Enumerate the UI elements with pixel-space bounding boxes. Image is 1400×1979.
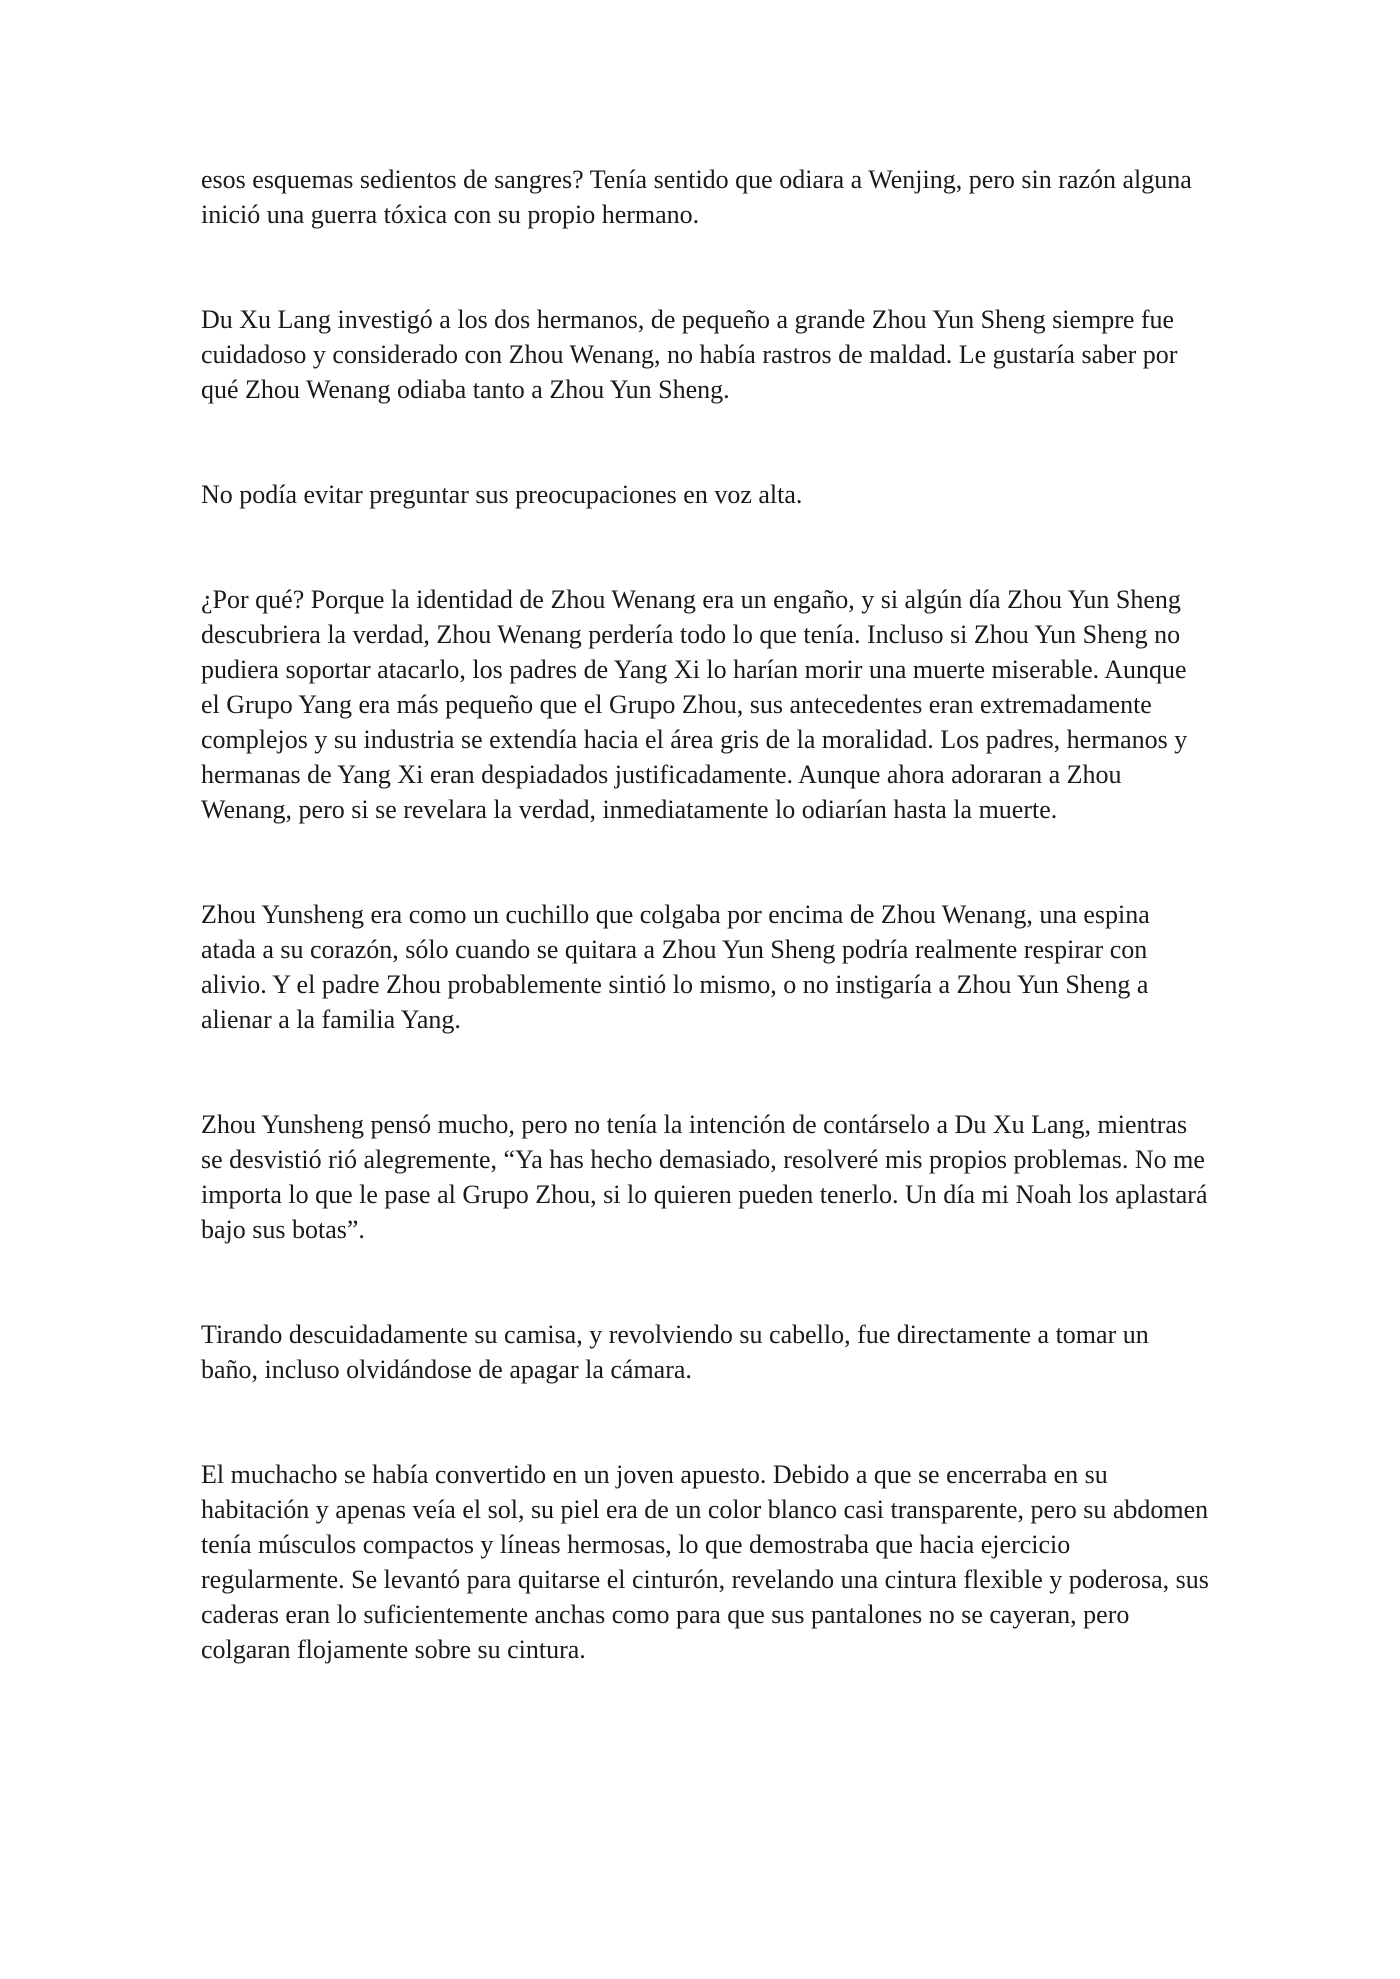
paragraph: El muchacho se había convertido en un joven apuesto. Debido a que se encerraba en su habitación y apenas veía el sol, su piel era de un color blanco casi transparente, pero su abdomen tenía músculos compactos y líneas hermosas, lo que demostraba que hacia ejercicio regularmente. Se levantó para quitarse el cinturón, revelando una cintura flexible y poderosa, sus caderas eran lo suficientemente anchas como para que sus pantalones no se cayeran, pero colgaran flojamente sobre su cintura. [201, 1460, 1209, 1664]
paragraph: Du Xu Lang investigó a los dos hermanos, de pequeño a grande Zhou Yun Sheng siempre fue cuidadoso y considerado con Zhou Wenang, no había rastros de maldad. Le gustaría saber por qué Zhou Wenang odiaba tanto a Zhou Yun Sheng. [201, 305, 1178, 404]
paragraph: Tirando descuidadamente su camisa, y revolviendo su cabello, fue directamente a tomar un baño, incluso olvidándose de apagar la cámara. [201, 1320, 1149, 1384]
paragraph: ¿Por qué? Porque la identidad de Zhou Wenang era un engaño, y si algún día Zhou Yun Sheng descubriera la verdad, Zhou Wenang perdería todo lo que tenía. Incluso si Zhou Yun Sheng no pudiera soportar atacarlo, los padres de Yang Xi lo harían morir una muerte miserable. Aunque el Grupo Yang era más pequeño que el Grupo Zhou, sus antecedentes eran extremadamente complejos y su industria se extendía hacia el área gris de la moralidad. Los padres, hermanos y hermanas de Yang Xi eran despiadados justificadamente. Aunque ahora adoraran a Zhou Wenang, pero si se revelara la verdad, inmediatamente lo odiarían hasta la muerte. [201, 585, 1188, 824]
paragraph: Zhou Yunsheng era como un cuchillo que colgaba por encima de Zhou Wenang, una espina atada a su corazón, sólo cuando se quitara a Zhou Yun Sheng podría realmente respirar con alivio. Y el padre Zhou probablemente sintió lo mismo, o no instigaría a Zhou Yun Sheng a alienar a la familia Yang. [201, 900, 1150, 1034]
paragraph: No podía evitar preguntar sus preocupaciones en voz alta. [201, 480, 803, 509]
document-body [201, 162, 1211, 1667]
paragraph: Zhou Yunsheng pensó mucho, pero no tenía la intención de contárselo a Du Xu Lang, mientras se desvistió rió alegremente, “Ya has hecho demasiado, resolveré mis propios problemas. No me importa lo que le pase al Grupo Zhou, si lo quieren pueden tenerlo. Un día mi Noah los aplastará bajo sus botas”. [201, 1110, 1208, 1244]
paragraph: esos esquemas sedientos de sangres? Tenía sentido que odiara a Wenjing, pero sin razón alguna inició una guerra tóxica con su propio hermano. [201, 165, 1192, 229]
